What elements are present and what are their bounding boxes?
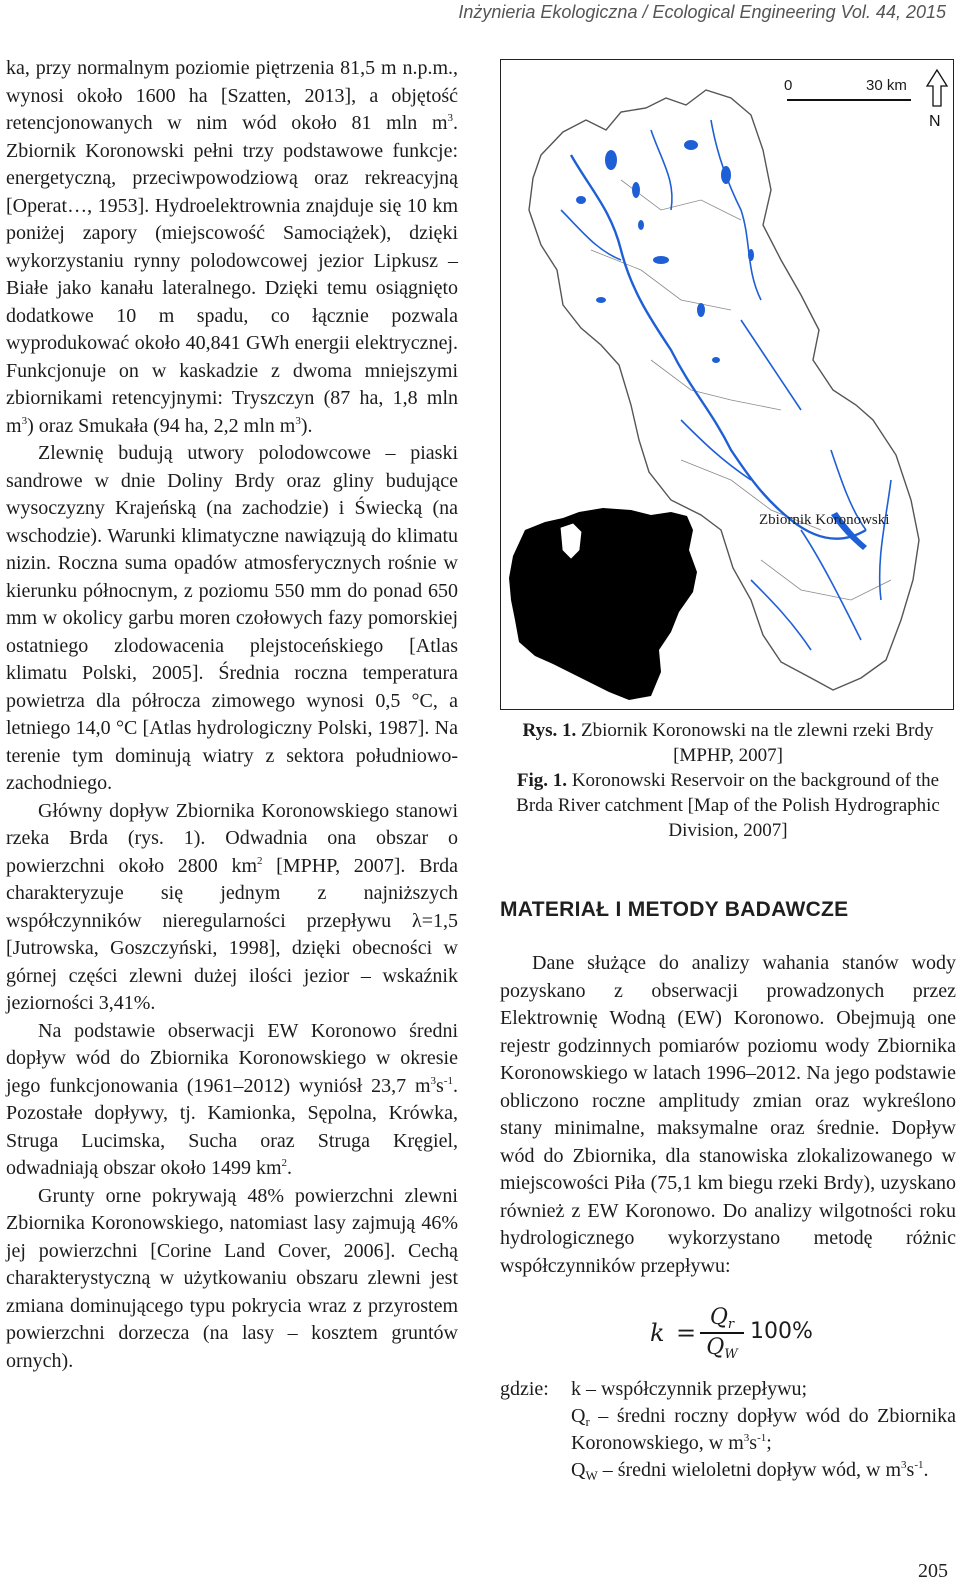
caption-english: Fig. 1. Koronowski Reservoir on the background of the Brda River catchment [Map of the Polish Hydrographic Division, 2007] [516,770,940,841]
running-header: Inżynieria Ekologiczna / Ecological Engineering Vol. 44, 2015 [458,2,946,22]
catchment-map [501,60,952,708]
svg-text:0: 0 [784,77,793,94]
formula-fraction: $Q_r$ $Q_W$ [700,1305,744,1361]
paragraph-2: Zlewnię budują utwory polodowcowe – piaski sandrowe w dnie Doliny Brdy oraz gliny budujące wysoczyzny Krajeńską (na zachodzie) i Świecką (na wschodzie). Warunki klimatyczne nawiązują do klimatu nizin. Roczna suma opadów atmosferycznych rośnie w kierunku północnym, z poziomu 550 mm do ponad 650 mm w okolicy garbu moren czołowych fazy pomorskiej ostatniego zlodowacenia plejstoceńskiego [Atlas klimatu Polski, 2005]. Średnia roczna temperatura powietrza dla półrocza zimowego wynosi 0,5 °C, a letniego 14,0 °C [Atlas hydrologiczny Polski, 1987]. Na terenie tym dominują wiatry z sektora południowo-zachodniego. [6,442,458,794]
svg-text:30 km: 30 km [866,77,907,94]
poland-inset-map [509,508,697,700]
catchment-map-figure [500,59,954,710]
page-number: 205 [918,1560,948,1582]
caption-polish: Rys. 1. Zbiornik Koronowski na tle zlewni rzeki Brdy [MPHP, 2007] [522,720,934,766]
figure-caption [500,718,956,843]
methods-paragraph: Dane służące do analizy wahania stanów wody pozyskano z obserwacji prowadzonych przez Elektrownię Wodną (EW) Koronowo. Obejmują one rejestr godzinnych pomiarów poziomu wody Zbiornika Koronowskiego w latach 1996–2012. Na jego podstawie obliczono roczne amplitudy zmian oraz wykreślono stany minimalne, maksymalne oraz średnie. Dopływ wód do Zbiornika, dla stanowiska zlokalizowanego w miejscowości Piła (75,1 km biegu rzeki Brdy), uzyskano również z EW Koronowo. Do analizy wilgotności roku hydrologicznego wykorzystano metodę różnic współczynników przepływu: [500,952,956,1277]
paragraph-5: Grunty orne pokrywają 48% powierzchni zlewni Zbiornika Koronowskiego, natomiast lasy zajmują 46% jej powierzchni [Corine Land Cover, 2006]. Cechą charakterystyczną w użytkowaniu obszaru zlewni jest zmiana dominującego typu pokrycia wraz z przyrostem powierzchni dorzecza (na lasy – kosztem gruntów ornych). [6,1184,458,1372]
flow-coefficient-formula: k = $Q_r$ $Q_W$ 100% [650,1305,813,1362]
svg-text:N: N [929,113,941,130]
left-column [6,55,458,1375]
paragraph-3: Główny dopływ Zbiornika Koronowskiego stanowi rzeka Brda (rys. 1). Odwadnia ona obszar o powierzchni około 2800 $km^2$ [MPHP, 2007]. Brda charakteryzuje się jednym z najniższych współczynników nieregularności przepływu λ=1,5 [Jutrowska, Goszczyński, 1998], dzięki obecności w górnej części zlewni dużej ilości jezior – wskaźnik jeziorności 3,41%. [6,799,458,1014]
right-column [500,950,956,1280]
reservoir-label: Zbiornik Koronowski [759,512,890,528]
north-arrow-icon [927,70,947,130]
section-heading: MATERIAŁ I METODY BADAWCZE [500,898,849,921]
formula-definitions: gdzie: k – współczynnik przepływu; $Q_r$ – średni roczny dopływ wód do Zbiornika Koronowskiego, w $m^3s^{-1}$; $Q_W$ – średni wieloletni dopływ wód, w $m^3s^{-1}$. [500,1378,956,1483]
scale-bar [784,77,911,100]
paragraph-4: Na podstawie obserwacji EW Koronowo średni dopływ wód do Zbiornika Koronowskiego w okresie jego funkcjonowania (1961–2012) wyniósł 23,7 $m^3s^{-1}$. Pozostałe dopływy, tj. Kamionka, Sępolna, Krówka, Struga Lucimska, Sucha oraz Struga Kręgiel, odwadniają obszar około 1499 $km^2$. [6,1019,458,1179]
paragraph-1: ka, przy normalnym poziomie piętrzenia 81,5 m n.p.m., wynosi około 1600 ha [Szatten, 2013], a objętość retencjonowanych w nim wód około 81 mln $m^3$. Zbiornik Koronowski pełni trzy podstawowe funkcje: energetyczną, przeciwpowodziową oraz rekreacyjną [Operat…, 1953]. Hydroelektrownia znajduje się 10 km poniżej zapory (miejscowość Samociążek), dzięki wykorzystaniu rynny polodowcowej jezior Lipkusz – Białe jako kanału lateralnego. Dzięki temu osiągnięto dodatkowe 10 m spadu, co łącznie pozwala wyprodukować około 40,841 GWh energii elektrycznej. Funkcjonuje on w kaskadzie z dwoma mniejszymi zbiornikami retencyjnymi: Tryszczyn (87 ha, 1,8 mln $m^3$) oraz Smukała (94 ha, 2,2 mln $m^3$). [6,57,458,437]
